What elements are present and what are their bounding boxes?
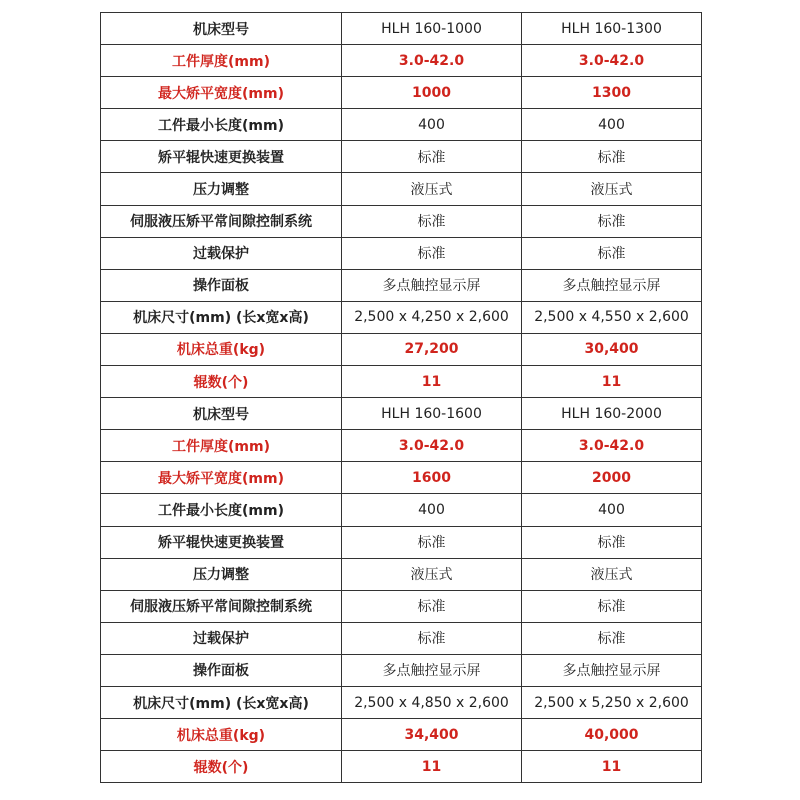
spec-value-model-b: 400 xyxy=(522,494,702,526)
spec-row xyxy=(101,13,702,45)
spec-label-cell: 工件厚度(mm) xyxy=(101,430,342,462)
spec-label-cell: 工件最小长度(mm) xyxy=(101,109,342,141)
spec-label-cell: 矫平辊快速更换装置 xyxy=(101,526,342,558)
spec-value-model-a: 400 xyxy=(342,109,522,141)
spec-label-cell: 操作面板 xyxy=(101,269,342,301)
spec-row xyxy=(101,205,702,237)
spec-label-cell: 机床总重(kg) xyxy=(101,719,342,751)
spec-row xyxy=(101,173,702,205)
spec-value-model-b: HLH 160-1300 xyxy=(522,13,702,45)
spec-label-cell: 机床尺寸(mm) (长x宽x高) xyxy=(101,301,342,333)
spec-label-cell: 伺服液压矫平常间隙控制系统 xyxy=(101,590,342,622)
spec-label-cell: 机床型号 xyxy=(101,398,342,430)
spec-row xyxy=(101,751,702,783)
spec-row xyxy=(101,237,702,269)
spec-value-model-b: 标准 xyxy=(522,205,702,237)
spec-value-model-a: 11 xyxy=(342,751,522,783)
spec-row xyxy=(101,686,702,718)
spec-value-model-b: 2,500 x 5,250 x 2,600 xyxy=(522,686,702,718)
spec-value-model-b: 40,000 xyxy=(522,719,702,751)
spec-value-model-a: 34,400 xyxy=(342,719,522,751)
spec-label-cell: 过载保护 xyxy=(101,622,342,654)
spec-value-model-b: 液压式 xyxy=(522,173,702,205)
spec-value-model-a: 标准 xyxy=(342,622,522,654)
spec-row xyxy=(101,45,702,77)
spec-label-cell: 伺服液压矫平常间隙控制系统 xyxy=(101,205,342,237)
spec-value-model-b: 30,400 xyxy=(522,333,702,365)
spec-row xyxy=(101,462,702,494)
spec-label-cell: 辊数(个) xyxy=(101,366,342,398)
spec-row xyxy=(101,141,702,173)
spec-value-model-b: 2,500 x 4,550 x 2,600 xyxy=(522,301,702,333)
spec-label-cell: 操作面板 xyxy=(101,654,342,686)
spec-label-cell: 工件最小长度(mm) xyxy=(101,494,342,526)
spec-value-model-b: 多点触控显示屏 xyxy=(522,269,702,301)
spec-value-model-b: 3.0-42.0 xyxy=(522,45,702,77)
spec-value-model-b: 液压式 xyxy=(522,558,702,590)
spec-row xyxy=(101,333,702,365)
spec-value-model-a: 标准 xyxy=(342,237,522,269)
spec-value-model-a: 2,500 x 4,850 x 2,600 xyxy=(342,686,522,718)
spec-value-model-b: HLH 160-2000 xyxy=(522,398,702,430)
spec-value-model-b: 标准 xyxy=(522,237,702,269)
spec-label-cell: 过载保护 xyxy=(101,237,342,269)
spec-label-cell: 最大矫平宽度(mm) xyxy=(101,462,342,494)
spec-value-model-a: 11 xyxy=(342,366,522,398)
spec-row xyxy=(101,269,702,301)
spec-value-model-a: 液压式 xyxy=(342,173,522,205)
spec-row xyxy=(101,526,702,558)
spec-row xyxy=(101,622,702,654)
spec-value-model-b: 标准 xyxy=(522,590,702,622)
spec-value-model-a: 标准 xyxy=(342,141,522,173)
spec-row xyxy=(101,398,702,430)
spec-label-cell: 机床总重(kg) xyxy=(101,333,342,365)
spec-label-cell: 机床型号 xyxy=(101,13,342,45)
spec-row xyxy=(101,719,702,751)
spec-value-model-a: 1000 xyxy=(342,77,522,109)
spec-value-model-a: 标准 xyxy=(342,590,522,622)
spec-label-cell: 矫平辊快速更换装置 xyxy=(101,141,342,173)
spec-value-model-a: 多点触控显示屏 xyxy=(342,654,522,686)
spec-row xyxy=(101,590,702,622)
spec-value-model-b: 多点触控显示屏 xyxy=(522,654,702,686)
spec-row xyxy=(101,366,702,398)
spec-label-cell: 最大矫平宽度(mm) xyxy=(101,77,342,109)
spec-label-cell: 辊数(个) xyxy=(101,751,342,783)
spec-row xyxy=(101,301,702,333)
spec-label-cell: 压力调整 xyxy=(101,173,342,205)
spec-value-model-a: 标准 xyxy=(342,205,522,237)
spec-row xyxy=(101,654,702,686)
spec-row xyxy=(101,494,702,526)
spec-value-model-b: 11 xyxy=(522,366,702,398)
spec-value-model-b: 1300 xyxy=(522,77,702,109)
spec-value-model-a: 液压式 xyxy=(342,558,522,590)
spec-row xyxy=(101,430,702,462)
spec-value-model-a: HLH 160-1600 xyxy=(342,398,522,430)
spec-value-model-b: 标准 xyxy=(522,141,702,173)
spec-row xyxy=(101,558,702,590)
spec-value-model-b: 3.0-42.0 xyxy=(522,430,702,462)
spec-table xyxy=(100,12,702,783)
spec-row xyxy=(101,109,702,141)
spec-row xyxy=(101,77,702,109)
spec-table-body xyxy=(101,13,702,783)
spec-value-model-a: 多点触控显示屏 xyxy=(342,269,522,301)
spec-value-model-a: 3.0-42.0 xyxy=(342,430,522,462)
spec-value-model-a: HLH 160-1000 xyxy=(342,13,522,45)
spec-value-model-a: 3.0-42.0 xyxy=(342,45,522,77)
spec-value-model-b: 400 xyxy=(522,109,702,141)
spec-value-model-b: 标准 xyxy=(522,622,702,654)
spec-value-model-a: 27,200 xyxy=(342,333,522,365)
spec-value-model-b: 标准 xyxy=(522,526,702,558)
spec-value-model-a: 1600 xyxy=(342,462,522,494)
spec-value-model-b: 2000 xyxy=(522,462,702,494)
spec-label-cell: 机床尺寸(mm) (长x宽x高) xyxy=(101,686,342,718)
spec-label-cell: 压力调整 xyxy=(101,558,342,590)
spec-value-model-b: 11 xyxy=(522,751,702,783)
spec-value-model-a: 2,500 x 4,250 x 2,600 xyxy=(342,301,522,333)
spec-value-model-a: 400 xyxy=(342,494,522,526)
spec-label-cell: 工件厚度(mm) xyxy=(101,45,342,77)
spec-value-model-a: 标准 xyxy=(342,526,522,558)
